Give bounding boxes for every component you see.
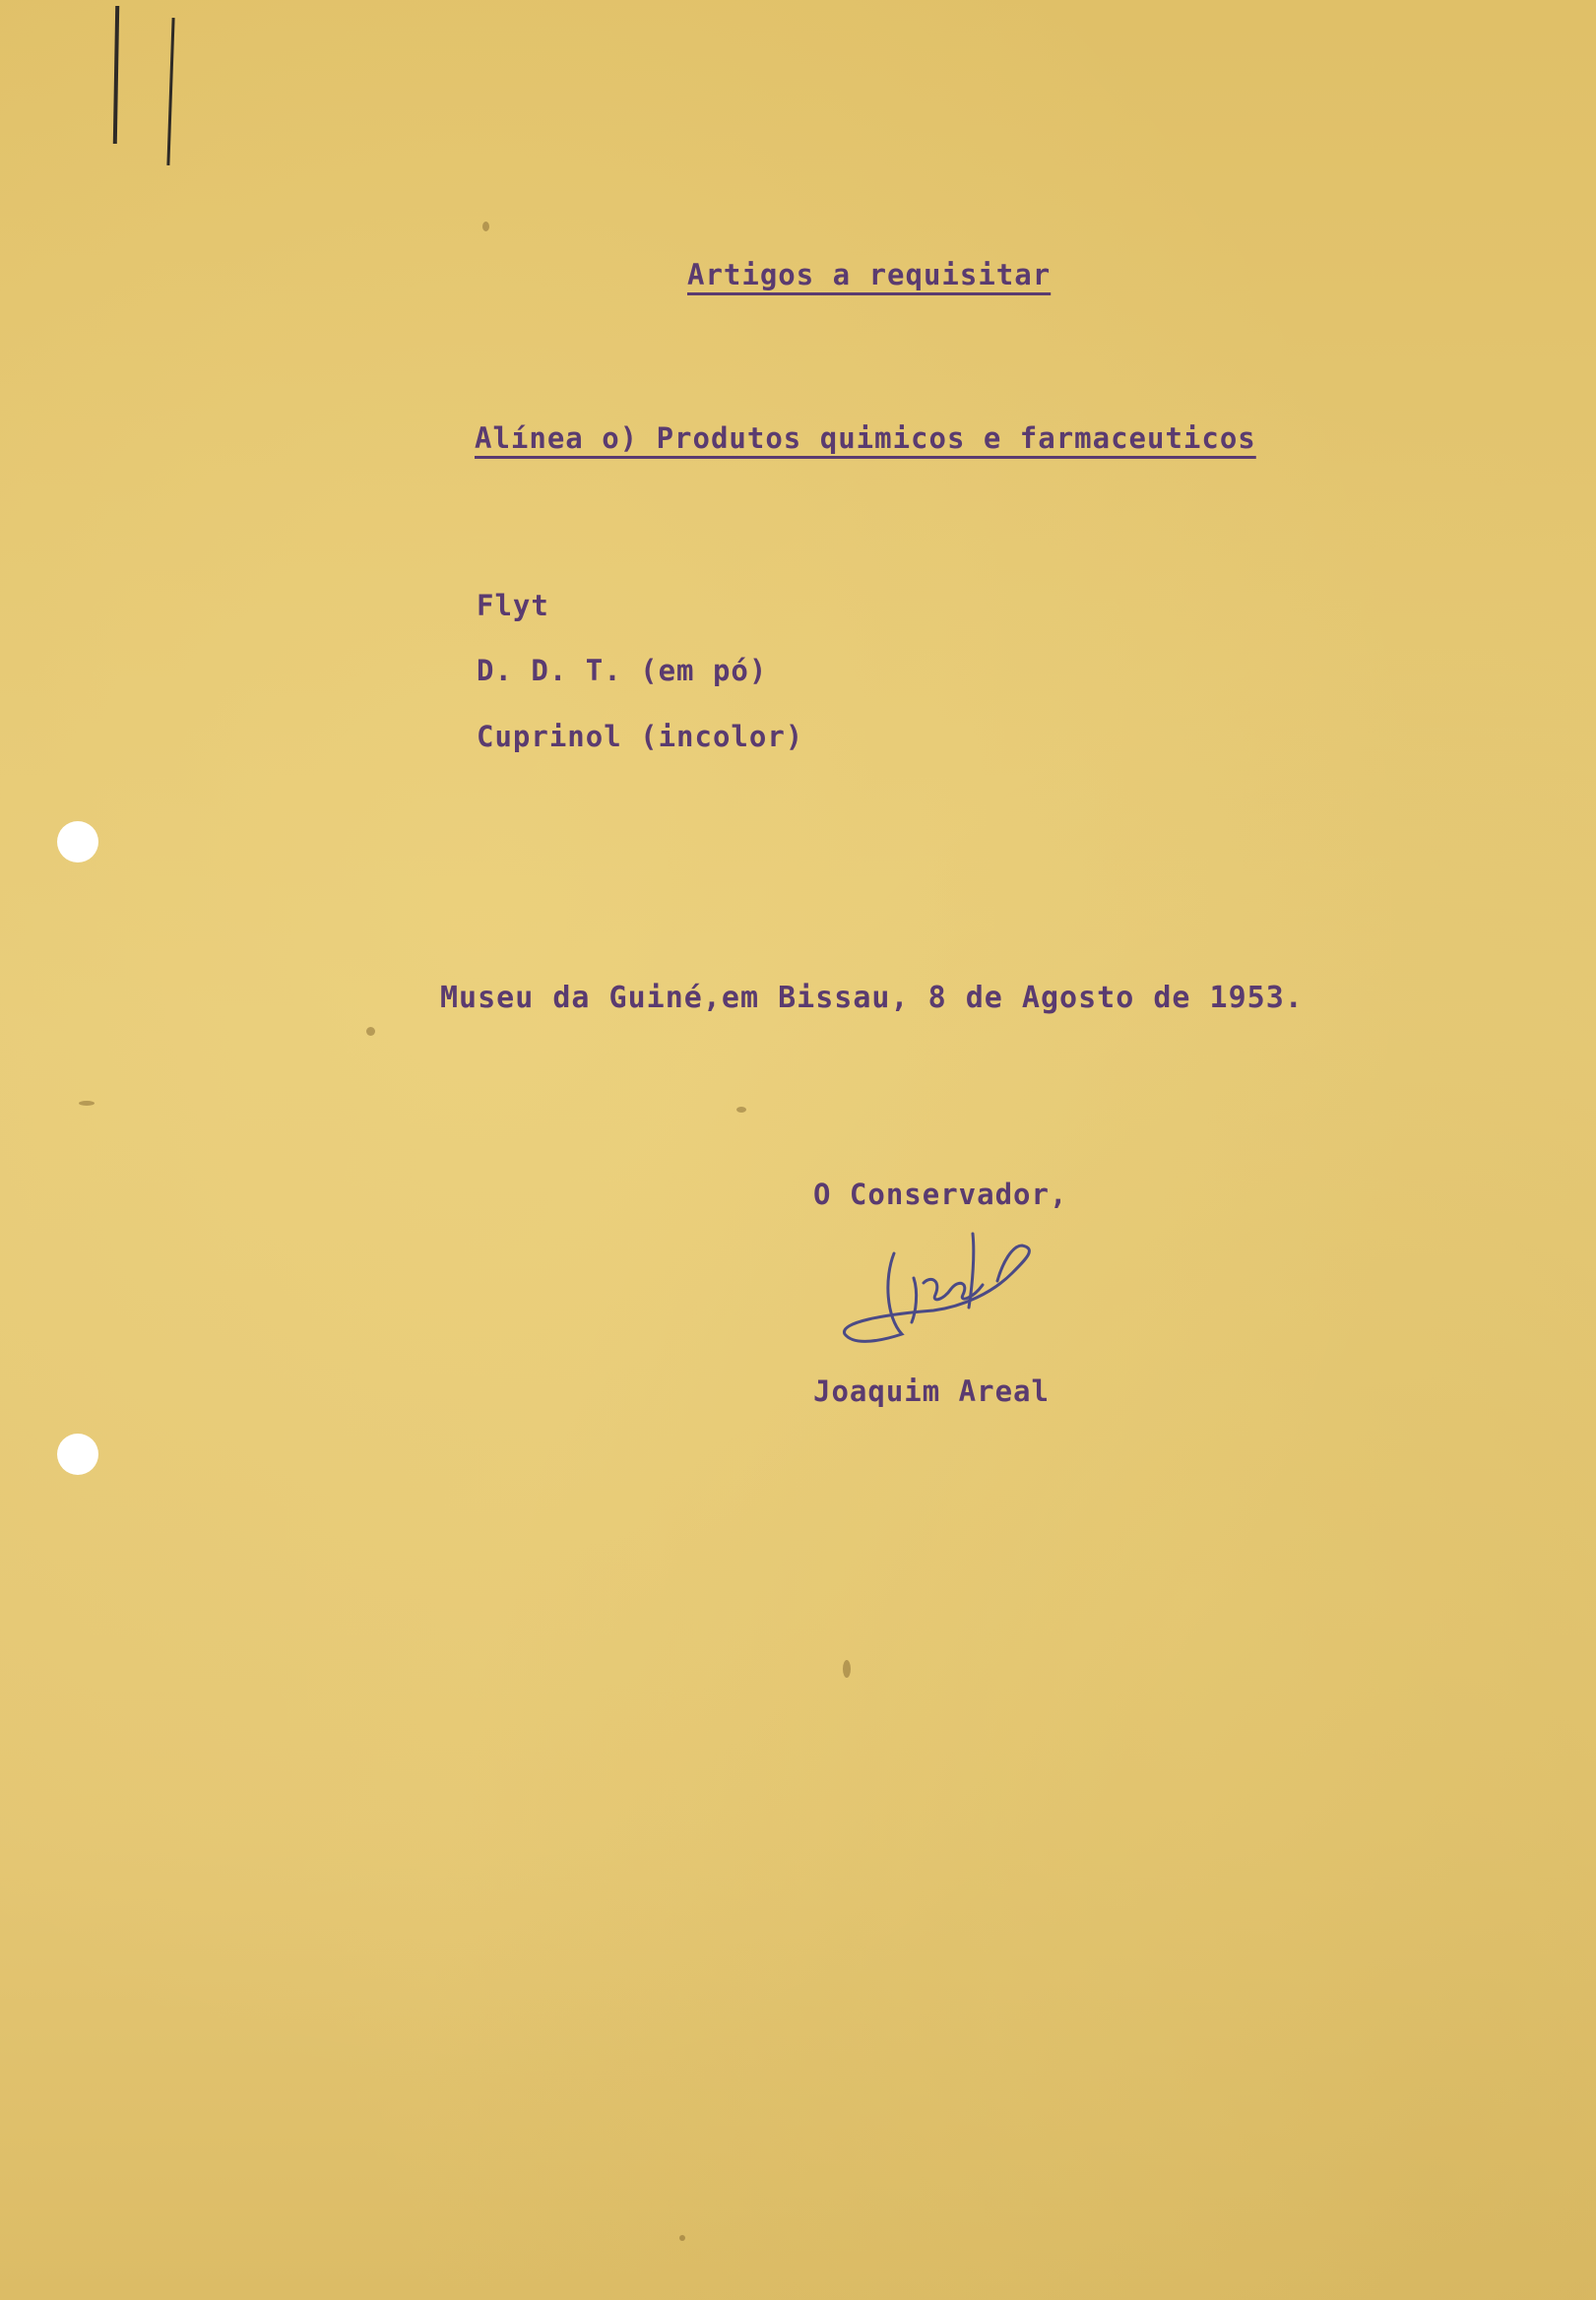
paper-speck: [366, 1027, 375, 1036]
list-item: D. D. T. (em pó): [477, 654, 768, 687]
pencil-mark: [113, 6, 119, 144]
signatory-role: O Conservador,: [813, 1178, 1068, 1211]
paper-speck: [482, 222, 489, 231]
signatory-name: Joaquim Areal: [813, 1374, 1050, 1408]
paper-speck: [843, 1660, 851, 1678]
section-heading: Alínea o) Produtos quimicos e farmaceuticos: [475, 421, 1256, 455]
punch-hole-bottom: [57, 1434, 98, 1475]
paper-speck: [736, 1107, 746, 1113]
list-item: Flyt: [477, 589, 549, 622]
paper-speck: [679, 2235, 685, 2241]
place-date-line: Museu da Guiné,em Bissau, 8 de Agosto de 1953.: [440, 981, 1304, 1015]
handwritten-signature: [825, 1224, 1061, 1357]
paper-speck: [79, 1101, 95, 1106]
punch-hole-top: [57, 821, 98, 862]
pencil-mark: [166, 18, 174, 165]
list-item: Cuprinol (incolor): [477, 720, 804, 753]
document-title: Artigos a requisitar: [687, 258, 1052, 291]
